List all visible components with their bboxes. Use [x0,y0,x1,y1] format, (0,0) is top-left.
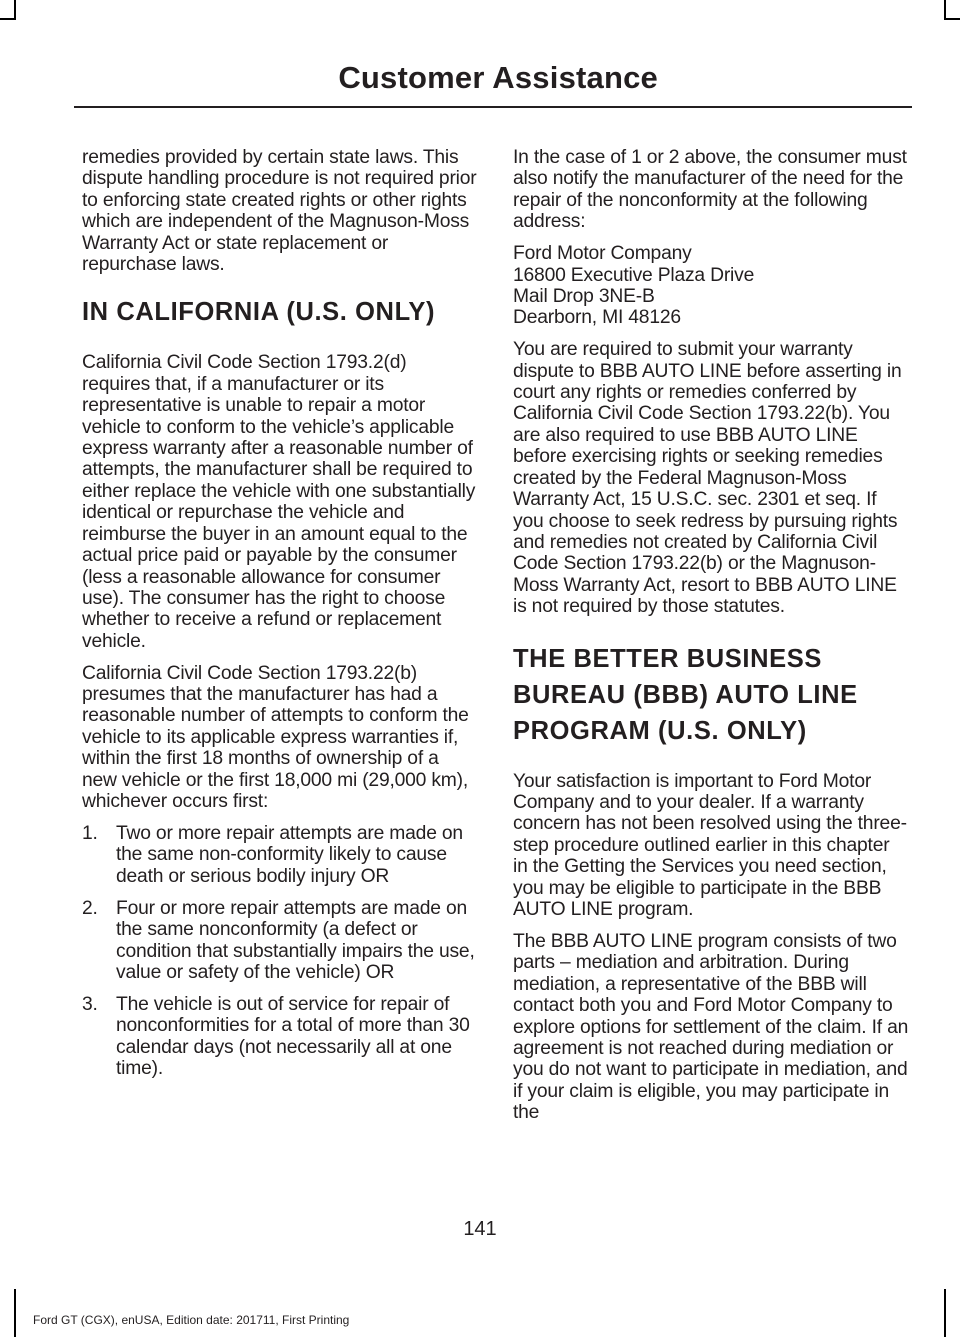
bbb-requirement-paragraph: You are required to submit your warranty dispute to BBB AUTO LINE before asserting in court any rights or remedies conferred by California Civil Code Section 1793.22(b). You are also required to use BBB AUTO LINE before exercising rights or seeking remedies created by the Federal Magnuson-Moss Warranty Act, 15 U.S.C. sec. 2301 et seq. If you choose to seek redress by pursuing rights and remedies not created by California Civil Code Section 1793.22(b) or the Magnuson-Moss Warranty Act, resort to BBB AUTO LINE is not required by those statutes. [513,339,902,618]
california-paragraph-2: California Civil Code Section 1793.22(b) presumes that the manufacturer has had a reasonable number of attempts to conform the vehicle to its applicable express warranties if, within the first 18 months of ownership of a new vehicle or the first 18,000 mi (29,000 km), whichever occurs first: [82,662,469,813]
crop-mark [14,1289,16,1337]
list-item [82,823,477,887]
list-item-text: Four or more repair attempts are made on the same nonconformity (a defect or condition that substantially impairs the use, value or safety of the vehicle) OR [116,897,475,983]
list-item [82,994,477,1080]
address-line: Ford Motor Company [513,243,692,265]
page-number: 141 [463,1218,497,1240]
header-divider [74,106,912,108]
address-line: Dearborn, MI 48126 [513,307,681,329]
conditions-list [82,823,477,1079]
address-block [513,243,909,329]
satisfaction-paragraph: Your satisfaction is important to Ford Motor Company and to your dealer. If a warranty concern has not been resolved using the three-step procedure outlined earlier in this chapter in the Getting the Services you need section, you may be eligible to participate in the BBB AUTO LINE program. [513,770,907,920]
list-item-number: 3. [82,993,98,1015]
address-line: 16800 Executive Plaza Drive [513,264,755,286]
intro-paragraph: remedies provided by certain state laws. This dispute handling procedure is not required prior to enforcing state created rights or other rights which are independent of the Magnuson-Moss Warranty Act or state replacement or repurchase laws. [82,147,477,276]
crop-mark [944,1289,946,1337]
crop-mark [944,0,946,18]
notify-paragraph: In the case of 1 or 2 above, the consumer must also notify the manufacturer of the need for the repair of the nonconformity at the following address: [513,147,907,233]
list-item-text: Two or more repair attempts are made on the same non-conformity likely to cause death or serious bodily injury OR [116,822,463,887]
left-column [82,147,477,1090]
bbb-heading: THE BETTER BUSINESS BUREAU (BBB) AUTO LINE PROGRAM (U.S. ONLY) [513,644,858,745]
list-item-number: 2. [82,897,98,919]
crop-mark [14,0,16,18]
crop-mark [0,18,16,20]
california-paragraph-1: California Civil Code Section 1793.2(d) requires that, if a manufacturer or its representative is unable to repair a motor vehicle to conform to the vehicle’s applicable express warranty after a reasonable number of attempts, the manufacturer shall be required to either replace the vehicle with one substantially identical or repurchase the vehicle and reimburse the buyer in an amount equal to the actual price paid or payable by the consumer (less a reasonable allowance for consumer use). The consumer has the right to choose whether to receive a refund or replacement vehicle. [82,352,476,652]
address-line: Mail Drop 3NE-B [513,285,655,307]
california-heading: IN CALIFORNIA (U.S. ONLY) [82,298,436,327]
footer-text: Ford GT (CGX), enUSA, Edition date: 201711, First Printing [33,1313,350,1327]
list-item [82,898,477,984]
page-title: Customer Assistance [338,60,658,95]
crop-mark [944,18,960,20]
list-item-text: The vehicle is out of service for repair of nonconformities for a total of more than 30 calendar days (not necessarily all at one time). [116,993,470,1080]
right-column [513,147,909,1134]
program-paragraph: The BBB AUTO LINE program consists of two parts – mediation and arbitration. During mediation, a representative of the BBB will contact both you and Ford Motor Company to explore options for settlement of the claim. If an agreement is not reached during mediation or you do not want to participate in mediation, and if your claim is eligible, you may participate in the [513,930,909,1124]
list-item-number: 1. [82,822,98,844]
